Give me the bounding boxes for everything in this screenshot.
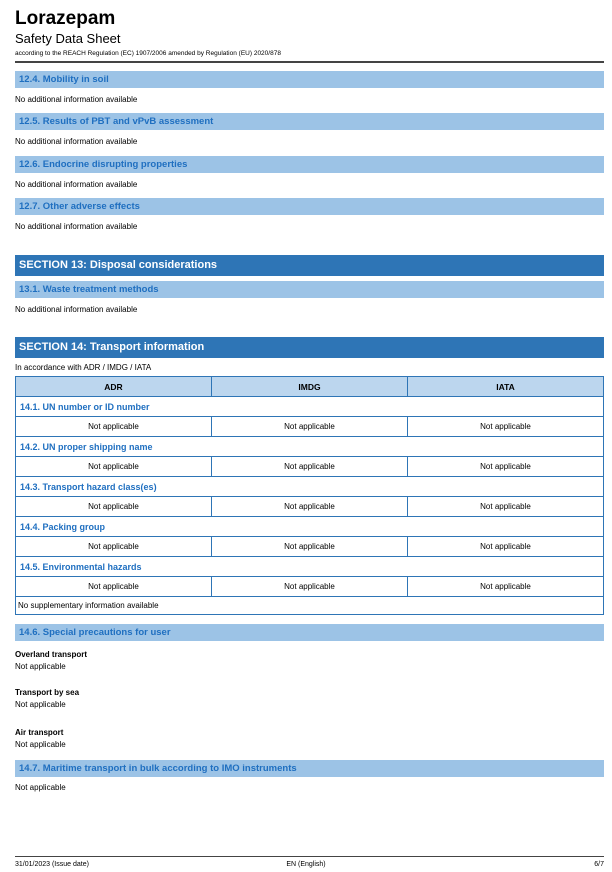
section-14-heading: SECTION 14: Transport information <box>15 337 604 358</box>
air-transport-value: Not applicable <box>15 740 66 749</box>
table-cell: Not applicable <box>16 497 212 517</box>
column-header-imdg: IMDG <box>212 377 408 397</box>
subsection-heading-14-7: 14.7. Maritime transport in bulk according to IMO instruments <box>15 760 604 777</box>
overland-transport-value: Not applicable <box>15 662 66 671</box>
document-subtitle: Safety Data Sheet <box>15 31 121 46</box>
footer-language: EN (English) <box>286 861 326 868</box>
column-header-iata: IATA <box>408 377 604 397</box>
table-group-row <box>16 517 604 537</box>
subsection-heading-12-5: 12.5. Results of PBT and vPvB assessment <box>15 113 604 130</box>
table-cell: Not applicable <box>212 537 408 557</box>
overland-transport-label: Overland transport <box>15 650 88 659</box>
table-row <box>16 417 604 437</box>
table-cell: Not applicable <box>16 417 212 437</box>
table-cell: Not applicable <box>408 417 604 437</box>
table-note: No supplementary information available <box>16 597 604 615</box>
subsection-heading-14-6: 14.6. Special precautions for user <box>15 624 604 641</box>
table-cell: Not applicable <box>408 577 604 597</box>
table-row <box>16 457 604 477</box>
footer-issue-date: 31/01/2023 (Issue date) <box>15 861 89 868</box>
subsection-heading-12-7: 12.7. Other adverse effects <box>15 198 604 215</box>
table-row <box>16 497 604 517</box>
table-cell: Not applicable <box>16 537 212 557</box>
column-header-adr: ADR <box>16 377 212 397</box>
group-heading: 14.3. Transport hazard class(es) <box>16 477 604 497</box>
table-note-row <box>16 597 604 615</box>
subsection-heading-12-6: 12.6. Endocrine disrupting properties <box>15 156 604 173</box>
subsection-text-12-5: No additional information available <box>15 137 138 146</box>
document-title: Lorazepam <box>15 8 116 29</box>
table-group-row <box>16 397 604 417</box>
table-cell: Not applicable <box>212 417 408 437</box>
table-cell: Not applicable <box>212 457 408 477</box>
group-heading: 14.2. UN proper shipping name <box>16 437 604 457</box>
table-cell: Not applicable <box>16 457 212 477</box>
table-cell: Not applicable <box>408 537 604 557</box>
table-group-row <box>16 477 604 497</box>
transport-intro: In accordance with ADR / IMDG / IATA <box>15 363 152 372</box>
subsection-text-13-1: No additional information available <box>15 305 138 314</box>
table-cell: Not applicable <box>212 497 408 517</box>
table-row <box>16 577 604 597</box>
table-cell: Not applicable <box>212 577 408 597</box>
group-heading: 14.4. Packing group <box>16 517 604 537</box>
table-cell: Not applicable <box>408 457 604 477</box>
group-heading: 14.1. UN number or ID number <box>16 397 604 417</box>
footer-divider <box>15 856 604 857</box>
table-cell: Not applicable <box>16 577 212 597</box>
sea-transport-value: Not applicable <box>15 700 66 709</box>
group-heading: 14.5. Environmental hazards <box>16 557 604 577</box>
subsection-text-12-4: No additional information available <box>15 95 138 104</box>
sea-transport-label: Transport by sea <box>15 688 80 697</box>
section-13-heading: SECTION 13: Disposal considerations <box>15 255 604 276</box>
subsection-heading-13-1: 13.1. Waste treatment methods <box>15 281 604 298</box>
table-row <box>16 537 604 557</box>
subsection-text-12-6: No additional information available <box>15 180 138 189</box>
regulation-note: according to the REACH Regulation (EC) 1907/2006 amended by Regulation (EU) 2020/878 <box>15 50 281 57</box>
header-divider <box>15 61 604 63</box>
table-cell: Not applicable <box>408 497 604 517</box>
table-group-row <box>16 437 604 457</box>
subsection-heading-12-4: 12.4. Mobility in soil <box>15 71 604 88</box>
subsection-text-12-7: No additional information available <box>15 222 138 231</box>
subsection-text-14-7: Not applicable <box>15 783 66 792</box>
air-transport-label: Air transport <box>15 728 64 737</box>
footer-page-number: 6/7 <box>594 861 604 868</box>
transport-table <box>15 376 604 615</box>
table-header-row <box>16 377 604 397</box>
table-group-row <box>16 557 604 577</box>
